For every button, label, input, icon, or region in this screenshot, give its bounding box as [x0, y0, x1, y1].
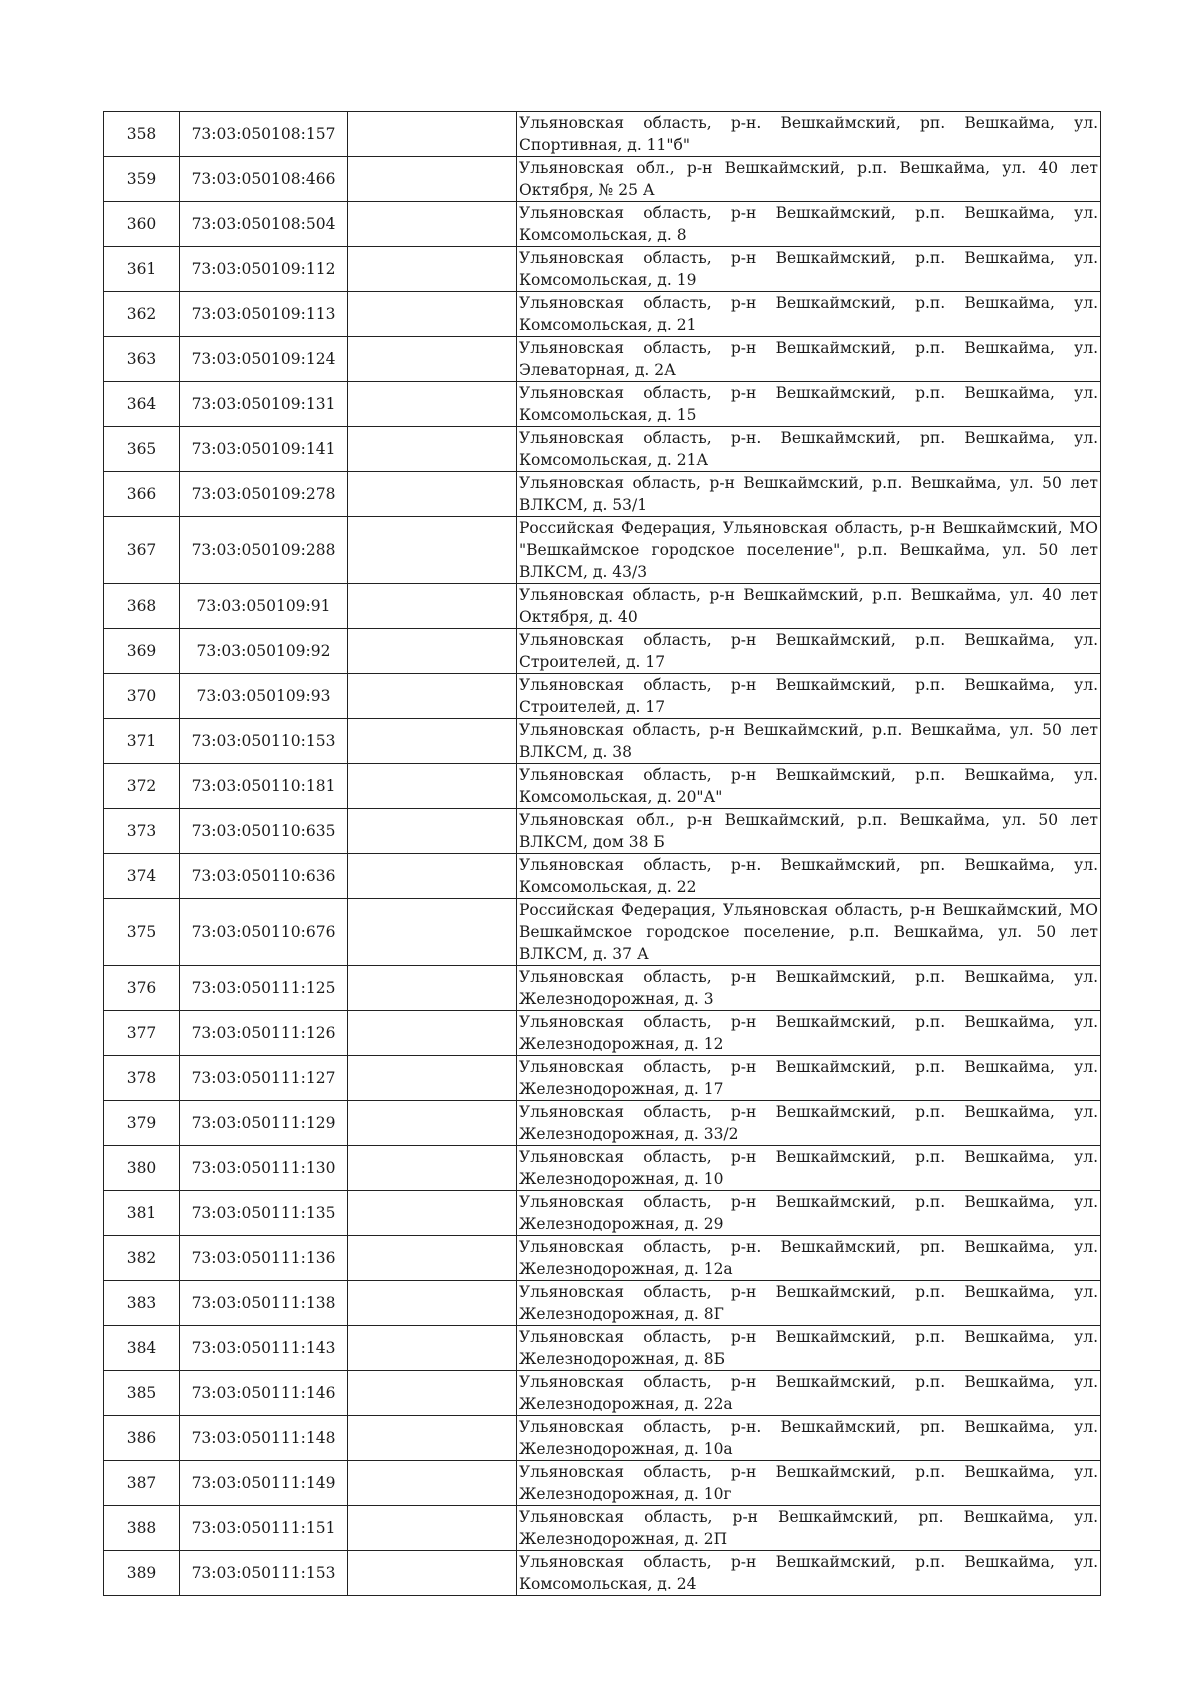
address-cell: Ульяновская обл., р-н Вешкаймский, р.п. Вешкайма, ул. 40 лет Октября, № 25 А [517, 157, 1101, 202]
row-number: 383 [104, 1281, 180, 1326]
cadastral-number: 73:03:050111:151 [180, 1506, 348, 1551]
cadastral-number: 73:03:050108:157 [180, 112, 348, 157]
empty-cell [348, 1011, 517, 1056]
row-number: 380 [104, 1146, 180, 1191]
table-row [104, 1416, 1101, 1461]
table-row [104, 1146, 1101, 1191]
table-row [104, 517, 1101, 584]
table-row [104, 966, 1101, 1011]
row-number: 373 [104, 809, 180, 854]
address-cell: Российская Федерация, Ульяновская область, р-н Вешкаймский, МО Вешкаймское городское поселение, р.п. Вешкайма, ул. 50 лет ВЛКСМ, д. 37 А [517, 899, 1101, 966]
row-number: 384 [104, 1326, 180, 1371]
cadastral-number: 73:03:050111:149 [180, 1461, 348, 1506]
row-number: 367 [104, 517, 180, 584]
empty-cell [348, 517, 517, 584]
row-number: 370 [104, 674, 180, 719]
row-number: 372 [104, 764, 180, 809]
table-body [104, 112, 1101, 1596]
cadastral-number: 73:03:050111:127 [180, 1056, 348, 1101]
table-row [104, 1101, 1101, 1146]
cadastral-number: 73:03:050109:113 [180, 292, 348, 337]
address-cell: Ульяновская область, р-н Вешкаймский, р.п. Вешкайма, ул. Железнодорожная, д. 22а [517, 1371, 1101, 1416]
row-number: 389 [104, 1551, 180, 1596]
cadastral-number: 73:03:050109:124 [180, 337, 348, 382]
cadastral-number: 73:03:050109:93 [180, 674, 348, 719]
row-number: 381 [104, 1191, 180, 1236]
table-row [104, 427, 1101, 472]
document-page [103, 111, 1100, 1596]
row-number: 358 [104, 112, 180, 157]
empty-cell [348, 292, 517, 337]
address-cell: Ульяновская область, р-н Вешкаймский, р.п. Вешкайма, ул. Комсомольская, д. 15 [517, 382, 1101, 427]
table-row [104, 1236, 1101, 1281]
empty-cell [348, 1461, 517, 1506]
table-row [104, 1056, 1101, 1101]
table-row [104, 1191, 1101, 1236]
table-row [104, 764, 1101, 809]
table-row [104, 1551, 1101, 1596]
cadastral-number: 73:03:050111:143 [180, 1326, 348, 1371]
empty-cell [348, 1236, 517, 1281]
table-row [104, 1281, 1101, 1326]
row-number: 363 [104, 337, 180, 382]
row-number: 382 [104, 1236, 180, 1281]
row-number: 374 [104, 854, 180, 899]
empty-cell [348, 629, 517, 674]
cadastral-number: 73:03:050111:146 [180, 1371, 348, 1416]
row-number: 360 [104, 202, 180, 247]
address-cell: Ульяновская область, р-н Вешкаймский, р.п. Вешкайма, ул. Железнодорожная, д. 33/2 [517, 1101, 1101, 1146]
cadastral-number: 73:03:050111:125 [180, 966, 348, 1011]
row-number: 388 [104, 1506, 180, 1551]
table-row [104, 899, 1101, 966]
row-number: 371 [104, 719, 180, 764]
address-cell: Российская Федерация, Ульяновская область, р-н Вешкаймский, МО "Вешкаймское городское поселение", р.п. Вешкайма, ул. 50 лет ВЛКСМ, д. 43/3 [517, 517, 1101, 584]
address-cell: Ульяновская область, р-н Вешкаймский, р.п. Вешкайма, ул. Железнодорожная, д. 3 [517, 966, 1101, 1011]
table-row [104, 1011, 1101, 1056]
cadastral-number: 73:03:050109:91 [180, 584, 348, 629]
empty-cell [348, 1281, 517, 1326]
empty-cell [348, 1506, 517, 1551]
address-cell: Ульяновская область, р-н Вешкаймский, р.п. Вешкайма, ул. 50 лет ВЛКСМ, д. 38 [517, 719, 1101, 764]
table-row [104, 719, 1101, 764]
table-row [104, 1461, 1101, 1506]
cadastral-number: 73:03:050111:153 [180, 1551, 348, 1596]
table-row [104, 809, 1101, 854]
cadastral-number: 73:03:050108:466 [180, 157, 348, 202]
row-number: 379 [104, 1101, 180, 1146]
cadastral-number: 73:03:050111:129 [180, 1101, 348, 1146]
address-cell: Ульяновская область, р-н Вешкаймский, р.п. Вешкайма, ул. Комсомольская, д. 20"А" [517, 764, 1101, 809]
row-number: 378 [104, 1056, 180, 1101]
address-cell: Ульяновская область, р-н. Вешкаймский, рп. Вешкайма, ул. Комсомольская, д. 22 [517, 854, 1101, 899]
empty-cell [348, 584, 517, 629]
empty-cell [348, 157, 517, 202]
cadastral-number: 73:03:050111:148 [180, 1416, 348, 1461]
empty-cell [348, 1371, 517, 1416]
row-number: 362 [104, 292, 180, 337]
address-cell: Ульяновская область, р-н Вешкаймский, р.п. Вешкайма, ул. Железнодорожная, д. 8Б [517, 1326, 1101, 1371]
address-cell: Ульяновская область, р-н. Вешкаймский, рп. Вешкайма, ул. Железнодорожная, д. 12а [517, 1236, 1101, 1281]
address-cell: Ульяновская область, р-н Вешкаймский, р.п. Вешкайма, ул. Комсомольская, д. 21 [517, 292, 1101, 337]
table-row [104, 202, 1101, 247]
row-number: 387 [104, 1461, 180, 1506]
address-cell: Ульяновская область, р-н. Вешкаймский, рп. Вешкайма, ул. Спортивная, д. 11"б" [517, 112, 1101, 157]
cadastral-table [103, 111, 1101, 1596]
table-row [104, 674, 1101, 719]
table-row [104, 854, 1101, 899]
address-cell: Ульяновская область, р-н Вешкаймский, р.п. Вешкайма, ул. Железнодорожная, д. 12 [517, 1011, 1101, 1056]
cadastral-number: 73:03:050110:181 [180, 764, 348, 809]
row-number: 364 [104, 382, 180, 427]
empty-cell [348, 1191, 517, 1236]
address-cell: Ульяновская обл., р-н Вешкаймский, р.п. Вешкайма, ул. 50 лет ВЛКСМ, дом 38 Б [517, 809, 1101, 854]
address-cell: Ульяновская область, р-н Вешкаймский, р.п. Вешкайма, ул. Элеваторная, д. 2А [517, 337, 1101, 382]
cadastral-number: 73:03:050109:112 [180, 247, 348, 292]
table-row [104, 382, 1101, 427]
address-cell: Ульяновская область, р-н Вешкаймский, р.п. Вешкайма, ул. Комсомольская, д. 24 [517, 1551, 1101, 1596]
row-number: 385 [104, 1371, 180, 1416]
empty-cell [348, 337, 517, 382]
empty-cell [348, 112, 517, 157]
row-number: 377 [104, 1011, 180, 1056]
row-number: 369 [104, 629, 180, 674]
cadastral-number: 73:03:050111:136 [180, 1236, 348, 1281]
cadastral-number: 73:03:050110:636 [180, 854, 348, 899]
address-cell: Ульяновская область, р-н Вешкаймский, р.п. Вешкайма, ул. Строителей, д. 17 [517, 629, 1101, 674]
cadastral-number: 73:03:050109:141 [180, 427, 348, 472]
empty-cell [348, 427, 517, 472]
empty-cell [348, 1326, 517, 1371]
row-number: 368 [104, 584, 180, 629]
row-number: 361 [104, 247, 180, 292]
empty-cell [348, 764, 517, 809]
empty-cell [348, 202, 517, 247]
empty-cell [348, 719, 517, 764]
empty-cell [348, 382, 517, 427]
cadastral-number: 73:03:050110:676 [180, 899, 348, 966]
table-row [104, 157, 1101, 202]
address-cell: Ульяновская область, р-н Вешкаймский, р.п. Вешкайма, ул. Железнодорожная, д. 10 [517, 1146, 1101, 1191]
table-row [104, 1371, 1101, 1416]
cadastral-number: 73:03:050111:126 [180, 1011, 348, 1056]
table-row [104, 112, 1101, 157]
empty-cell [348, 899, 517, 966]
empty-cell [348, 1416, 517, 1461]
address-cell: Ульяновская область, р-н Вешкаймский, р.п. Вешкайма, ул. 50 лет ВЛКСМ, д. 53/1 [517, 472, 1101, 517]
cadastral-number: 73:03:050109:92 [180, 629, 348, 674]
cadastral-number: 73:03:050111:135 [180, 1191, 348, 1236]
address-cell: Ульяновская область, р-н Вешкаймский, р.п. Вешкайма, ул. Комсомольская, д. 19 [517, 247, 1101, 292]
table-row [104, 629, 1101, 674]
empty-cell [348, 1146, 517, 1191]
cadastral-number: 73:03:050109:131 [180, 382, 348, 427]
address-cell: Ульяновская область, р-н Вешкаймский, р.п. Вешкайма, ул. Строителей, д. 17 [517, 674, 1101, 719]
cadastral-number: 73:03:050110:635 [180, 809, 348, 854]
empty-cell [348, 472, 517, 517]
empty-cell [348, 1551, 517, 1596]
cadastral-number: 73:03:050111:138 [180, 1281, 348, 1326]
table-row [104, 584, 1101, 629]
row-number: 376 [104, 966, 180, 1011]
empty-cell [348, 854, 517, 899]
address-cell: Ульяновская область, р-н Вешкаймский, р.п. Вешкайма, ул. Железнодорожная, д. 10г [517, 1461, 1101, 1506]
table-row [104, 1506, 1101, 1551]
address-cell: Ульяновская область, р-н. Вешкаймский, рп. Вешкайма, ул. Железнодорожная, д. 10а [517, 1416, 1101, 1461]
empty-cell [348, 966, 517, 1011]
empty-cell [348, 809, 517, 854]
address-cell: Ульяновская область, р-н Вешкаймский, р.п. Вешкайма, ул. Железнодорожная, д. 8Г [517, 1281, 1101, 1326]
cadastral-number: 73:03:050110:153 [180, 719, 348, 764]
address-cell: Ульяновская область, р-н. Вешкаймский, рп. Вешкайма, ул. Комсомольская, д. 21А [517, 427, 1101, 472]
row-number: 386 [104, 1416, 180, 1461]
cadastral-number: 73:03:050111:130 [180, 1146, 348, 1191]
cadastral-number: 73:03:050108:504 [180, 202, 348, 247]
row-number: 366 [104, 472, 180, 517]
table-row [104, 1326, 1101, 1371]
address-cell: Ульяновская область, р-н Вешкаймский, р.п. Вешкайма, ул. 40 лет Октября, д. 40 [517, 584, 1101, 629]
address-cell: Ульяновская область, р-н Вешкаймский, р.п. Вешкайма, ул. Комсомольская, д. 8 [517, 202, 1101, 247]
table-row [104, 247, 1101, 292]
row-number: 375 [104, 899, 180, 966]
empty-cell [348, 247, 517, 292]
table-row [104, 292, 1101, 337]
empty-cell [348, 1056, 517, 1101]
row-number: 359 [104, 157, 180, 202]
table-row [104, 337, 1101, 382]
cadastral-number: 73:03:050109:288 [180, 517, 348, 584]
empty-cell [348, 674, 517, 719]
table-row [104, 472, 1101, 517]
address-cell: Ульяновская область, р-н Вешкаймский, р.п. Вешкайма, ул. Железнодорожная, д. 29 [517, 1191, 1101, 1236]
address-cell: Ульяновская область, р-н Вешкаймский, рп. Вешкайма, ул. Железнодорожная, д. 2П [517, 1506, 1101, 1551]
row-number: 365 [104, 427, 180, 472]
cadastral-number: 73:03:050109:278 [180, 472, 348, 517]
empty-cell [348, 1101, 517, 1146]
address-cell: Ульяновская область, р-н Вешкаймский, р.п. Вешкайма, ул. Железнодорожная, д. 17 [517, 1056, 1101, 1101]
